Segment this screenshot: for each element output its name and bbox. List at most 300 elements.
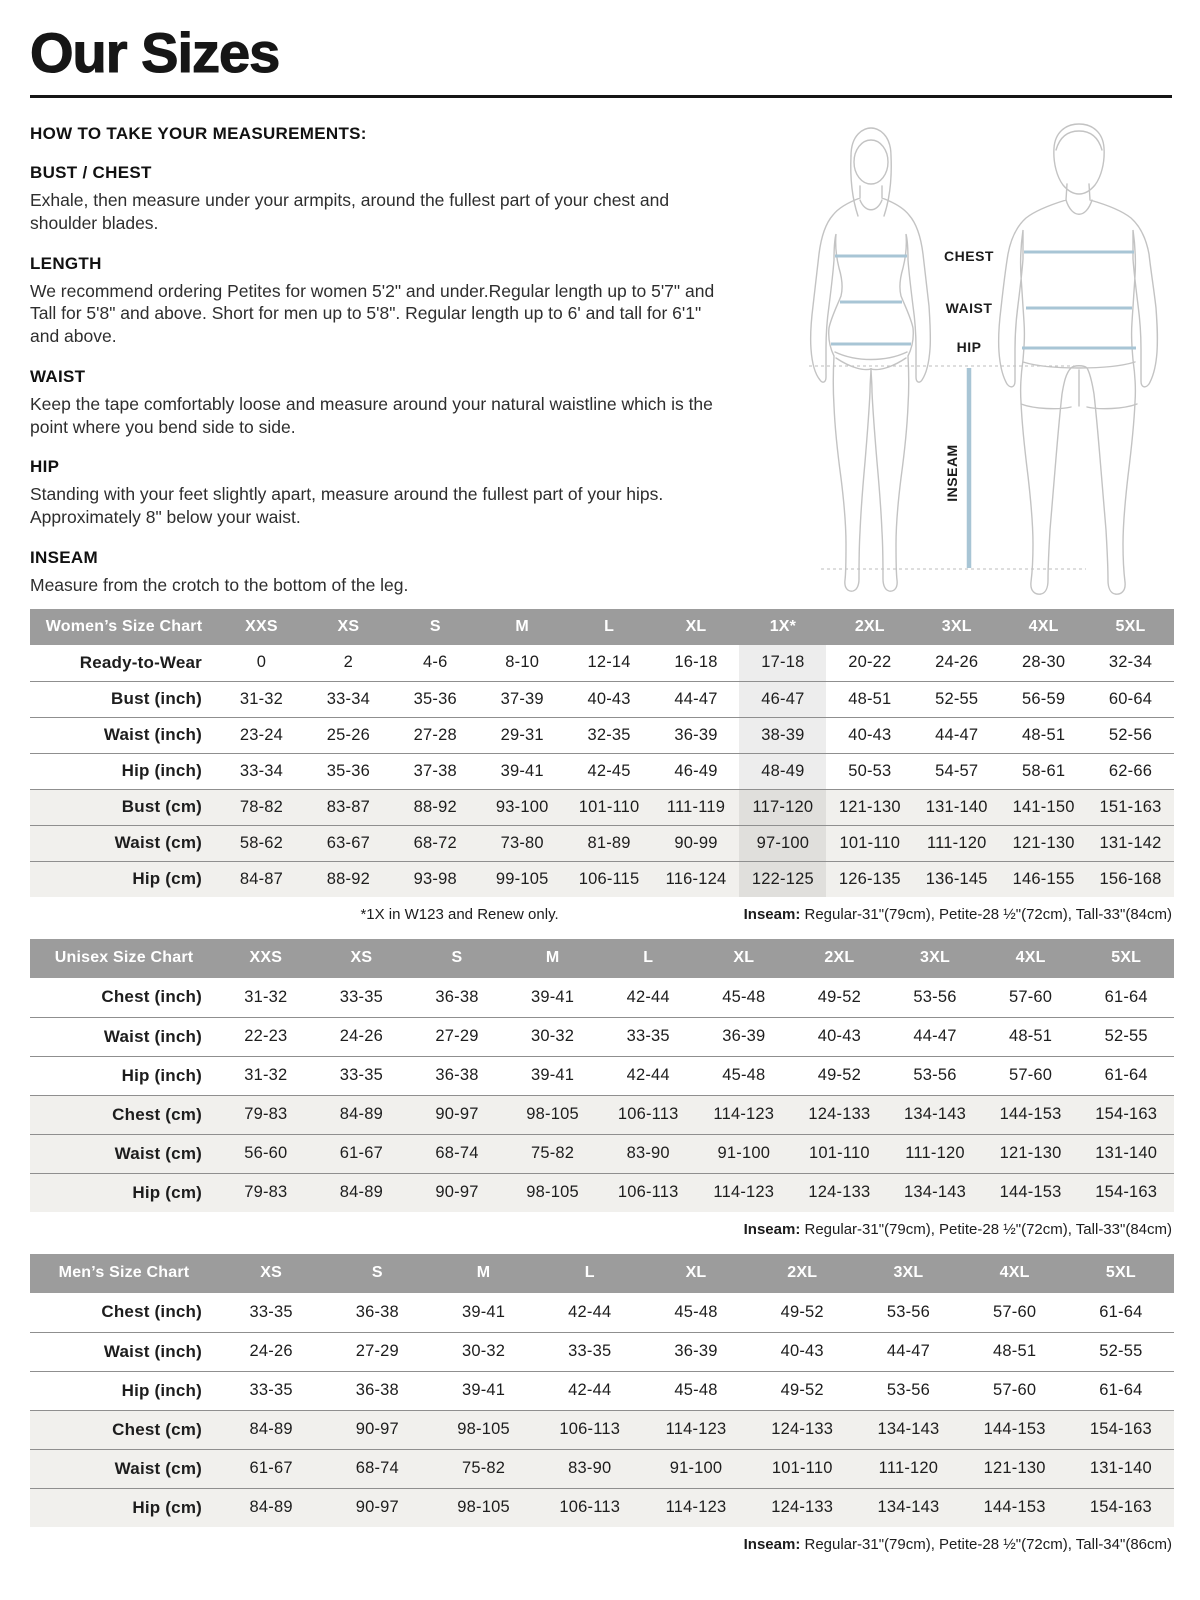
size-cell: 52-56 [1108,725,1153,744]
size-cell: 154-163 [1089,1498,1152,1516]
size-column-header: 2XL [787,1264,818,1281]
row-label: Waist (cm) [114,1458,202,1478]
size-cell: 68-74 [435,1144,479,1162]
section-body: Standing with your feet slightly apart, measure around the fullest part of your hips. Approximately 8" below your waist. [30,484,664,527]
size-cell: 27-28 [413,725,457,744]
size-cell: 53-56 [886,1302,931,1321]
size-cell: 33-35 [249,1381,293,1399]
size-cell: 144-153 [983,1420,1046,1438]
table-row [30,717,1174,753]
size-column-header: XS [350,949,373,966]
size-cell: 56-60 [244,1144,288,1162]
size-cell: 106-113 [617,1183,679,1201]
size-cell: 61-67 [339,1144,383,1162]
size-cell: 91-100 [669,1459,723,1477]
inseam-label: INSEAM [944,444,960,502]
size-cell: 16-18 [674,653,718,671]
size-cell: 131-140 [925,797,988,816]
size-cell: 156-168 [1099,869,1162,888]
size-column-header: 2XL [854,617,885,635]
inseam-footnote-label: Inseam: [743,1535,801,1553]
size-cell: 78-82 [239,797,284,816]
section-title: HIP [30,457,60,477]
size-cell: 42-45 [587,761,631,780]
size-cell: 44-47 [913,1027,957,1045]
table-row [30,825,1174,861]
size-cell: 39-41 [500,761,544,780]
size-cell: 61-67 [249,1459,293,1477]
man-figure [999,124,1158,594]
inseam-footnote-label: Inseam: [743,1220,801,1238]
section-body: Keep the tape comfortably loose and measure around your natural waistline which is the point where you bend side to side. [30,393,713,437]
size-cell: 117-120 [739,790,826,825]
size-cell: 40-43 [848,725,892,744]
size-cell: 98-105 [526,1183,579,1201]
size-cell: 131-140 [1095,1144,1158,1162]
size-cell: 28-30 [1022,653,1066,671]
size-cell: 90-99 [674,833,718,852]
womens-size-chart-section [30,609,1172,935]
section-body: Exhale, then measure under your armpits, around the fullest part of your chest and shoulder blades. [30,190,670,233]
womens-size-chart-table [30,609,1174,897]
size-cell: 44-47 [674,689,718,708]
table-title: Men’s Size Chart [58,1264,190,1281]
size-cell: 42-44 [626,987,670,1006]
table-row [30,1488,1174,1527]
row-label: Waist (inch) [103,725,202,744]
size-cell: 48-49 [739,754,826,789]
unisex-table-footnotes [30,1212,1174,1250]
row-label: Chest (inch) [101,1302,202,1321]
table-row [30,861,1174,897]
size-cell: 121-130 [983,1459,1046,1477]
size-cell: 49-52 [817,987,861,1006]
size-cell: 46-47 [739,682,826,717]
size-cell: 35-36 [326,761,370,780]
size-cell: 58-61 [1022,761,1066,780]
size-cell: 23-24 [239,725,284,744]
size-cell: 124-133 [808,1105,871,1123]
size-cell: 37-39 [500,689,544,708]
size-cell: 131-142 [1099,833,1162,852]
size-cell: 27-29 [435,1027,479,1045]
size-cell: 121-130 [838,797,901,816]
size-column-header: L [643,949,654,966]
section-bust-chest [30,163,770,235]
size-cell: 146-155 [1012,869,1075,888]
size-column-header: XXS [245,617,278,635]
table-row [30,1410,1174,1449]
size-cell: 33-35 [339,1066,383,1084]
size-cell: 75-82 [461,1459,506,1477]
row-label: Chest (cm) [112,1104,202,1124]
size-cell: 36-38 [355,1381,399,1399]
size-column-header: M [515,617,529,635]
size-cell: 45-48 [722,1066,766,1084]
size-cell: 12-14 [587,653,631,671]
size-cell: 101-110 [771,1459,833,1477]
footnote-1x-note: *1X in W123 and Renew only. [360,905,559,923]
size-cell: 39-41 [530,1066,575,1084]
size-cell: 111-120 [905,1144,965,1162]
size-cell: 84-87 [239,869,284,888]
size-cell: 36-38 [355,1302,399,1321]
inseam-footnote-label: Inseam: [743,905,801,923]
size-cell: 90-97 [355,1498,399,1516]
size-cell: 154-163 [1095,1183,1158,1201]
size-cell: 121-130 [1012,833,1075,852]
size-cell: 30-32 [530,1027,575,1045]
size-cell: 29-31 [500,725,544,744]
size-cell: 93-98 [413,869,457,888]
size-column-header: 3XL [920,949,950,966]
size-column-header: 2XL [824,949,855,966]
size-cell: 151-163 [1099,797,1162,816]
row-label: Waist (cm) [114,1143,202,1163]
size-cell: 24-26 [249,1342,293,1360]
size-cell: 24-26 [339,1027,383,1045]
size-cell: 57-60 [1008,1066,1053,1084]
size-cell: 35-36 [413,689,457,708]
size-cell: 114-123 [713,1105,775,1123]
size-cell: 39-41 [461,1381,506,1399]
hip-label: HIP [956,339,982,355]
size-cell: 114-123 [665,1498,727,1516]
table-header-row [30,609,1174,645]
size-cell: 30-32 [461,1342,506,1360]
footnote-inseam [744,1221,1172,1238]
size-cell: 88-92 [413,797,457,816]
page-title: Our Sizes [30,21,280,84]
size-cell: 144-153 [999,1183,1062,1201]
size-cell: 124-133 [771,1420,834,1438]
size-cell: 49-52 [817,1066,861,1084]
size-cell: 90-97 [435,1105,479,1123]
size-cell: 33-34 [239,761,284,780]
womens-table-footnotes [30,897,1174,935]
size-cell: 122-125 [739,862,826,897]
size-cell: 84-89 [249,1498,293,1516]
size-cell: 8-10 [505,653,540,671]
size-cell: 48-51 [1008,1027,1053,1045]
size-cell: 101-110 [578,797,640,816]
table-row [30,753,1174,789]
size-cell: 52-55 [1099,1342,1143,1360]
size-column-header: XL [685,617,707,635]
size-cell: 57-60 [1008,987,1053,1006]
size-cell: 33-35 [568,1342,612,1360]
size-cell: 27-29 [355,1342,399,1360]
table-row [30,1449,1174,1488]
size-cell: 36-39 [674,725,718,744]
size-cell: 124-133 [771,1498,834,1516]
size-cell: 52-55 [935,689,979,708]
table-row [30,1332,1174,1371]
row-label: Waist (inch) [103,1026,202,1046]
table-row [30,789,1174,825]
size-column-header: XL [685,1264,707,1281]
size-cell: 106-115 [578,869,640,888]
size-column-header: XXS [249,949,283,966]
size-cell: 25-26 [326,725,370,744]
size-cell: 42-44 [568,1302,612,1321]
size-column-header: 1X* [769,617,797,635]
size-cell: 84-89 [249,1420,293,1438]
size-column-header: XL [733,949,755,966]
size-cell: 53-56 [886,1381,931,1399]
table-row [30,1095,1174,1134]
size-cell: 106-113 [559,1498,621,1516]
size-cell: 42-44 [568,1381,612,1399]
row-label: Ready-to-Wear [79,652,202,672]
size-cell: 68-74 [355,1459,399,1477]
measurement-instructions [30,116,770,597]
mens-size-chart-table [30,1254,1174,1527]
size-cell: 31-32 [244,987,288,1006]
size-cell: 44-47 [935,725,979,744]
row-label: Chest (inch) [101,987,202,1006]
size-cell: 45-48 [722,987,766,1006]
size-cell: 98-105 [457,1498,510,1516]
size-cell: 83-90 [568,1459,612,1477]
size-column-header: 5XL [1105,1264,1136,1281]
inseam-footnote-text: Regular-31"(79cm), Petite-28 ½"(72cm), Tall-34"(86cm) [800,1535,1172,1553]
mens-table-footnotes [30,1527,1174,1565]
size-cell: 62-66 [1108,761,1153,780]
table-title: Unisex Size Chart [54,949,194,966]
size-cell: 134-143 [877,1420,940,1438]
size-cell: 126-135 [838,869,901,888]
size-cell: 84-89 [339,1183,383,1201]
size-column-header: S [451,949,463,966]
size-cell: 31-32 [244,1066,288,1084]
size-cell: 39-41 [461,1302,506,1321]
size-column-header: M [545,949,560,966]
size-cell: 124-133 [808,1183,871,1201]
mens-size-chart-section [30,1254,1172,1565]
size-cell: 42-44 [626,1066,670,1084]
size-cell: 50-53 [848,761,892,780]
size-column-header: 4XL [1015,949,1046,966]
title-divider [30,95,1172,98]
size-cell: 33-35 [339,987,383,1006]
size-cell: 33-35 [626,1027,670,1045]
table-title: Women’s Size Chart [45,617,203,635]
size-cell: 111-120 [878,1459,939,1477]
size-cell: 154-163 [1089,1420,1152,1438]
section-title: BUST / CHEST [30,163,152,182]
row-label: Hip (inch) [121,1065,202,1085]
size-cell: 33-35 [249,1302,293,1321]
size-cell: 134-143 [877,1498,940,1516]
section-hip [30,457,770,529]
row-label: Hip (cm) [132,869,202,888]
chest-label: CHEST [944,248,994,264]
size-cell: 90-97 [435,1183,479,1201]
table-header-row [30,1254,1174,1293]
size-cell: 114-123 [665,1420,727,1438]
size-cell: 93-100 [495,797,549,816]
unisex-size-chart-table [30,939,1174,1212]
section-waist [30,367,770,439]
size-cell: 52-55 [1104,1027,1148,1045]
size-cell: 48-51 [848,689,892,708]
size-cell: 97-100 [739,826,826,861]
size-cell: 84-89 [339,1105,383,1123]
row-label: Bust (inch) [111,689,202,708]
size-column-header: XS [260,1264,282,1281]
size-cell: 4-6 [423,653,448,671]
size-cell: 83-90 [626,1144,670,1162]
size-cell: 58-62 [239,833,284,852]
size-cell: 48-51 [993,1342,1037,1360]
size-cell: 98-105 [526,1105,579,1123]
table-row [30,645,1174,681]
size-cell: 144-153 [999,1105,1062,1123]
size-column-header: M [476,1264,491,1281]
size-cell: 45-48 [674,1381,718,1399]
size-cell: 121-130 [999,1144,1062,1162]
body-measurement-diagram [776,116,1172,596]
size-cell: 106-113 [617,1105,679,1123]
size-cell: 32-34 [1108,653,1153,671]
size-column-header: 5XL [1115,617,1146,635]
row-label: Waist (inch) [103,1341,202,1361]
size-cell: 61-64 [1104,987,1148,1006]
size-column-header: S [429,617,441,635]
size-column-header: L [604,617,615,635]
table-row [30,978,1174,1017]
table-row [30,1134,1174,1173]
size-cell: 56-59 [1022,689,1066,708]
table-row [30,1056,1174,1095]
inseam-footnote-text: Regular-31"(79cm), Petite-28 ½"(72cm), Tall-33"(84cm) [800,905,1172,923]
size-cell: 88-92 [326,869,370,888]
inseam-footnote-text: Regular-31"(79cm), Petite-28 ½"(72cm), Tall-33"(84cm) [800,1220,1172,1238]
size-cell: 40-43 [587,689,631,708]
row-label: Hip (cm) [132,1182,202,1202]
section-inseam [30,548,770,597]
footnote-inseam [744,1536,1172,1553]
section-title: INSEAM [30,547,98,567]
size-cell: 31-32 [239,689,284,708]
size-cell: 131-140 [1089,1459,1152,1477]
size-cell: 99-105 [495,869,549,888]
size-column-header: S [371,1264,383,1281]
size-cell: 83-87 [326,797,370,816]
size-cell: 60-64 [1108,689,1153,708]
table-row [30,1371,1174,1410]
size-cell: 136-145 [925,869,988,888]
size-cell: 98-105 [457,1420,510,1438]
size-cell: 61-64 [1099,1381,1143,1399]
instructions-heading: HOW TO TAKE YOUR MEASUREMENTS: [30,124,367,143]
size-column-header: L [584,1264,595,1281]
size-cell: 36-39 [674,1342,718,1360]
size-cell: 22-23 [244,1027,288,1045]
table-row [30,681,1174,717]
row-label: Hip (inch) [121,761,202,780]
size-cell: 144-153 [983,1498,1046,1516]
size-cell: 20-22 [848,653,892,671]
size-column-header: 4XL [999,1264,1030,1281]
size-cell: 61-64 [1104,1066,1148,1084]
section-title: LENGTH [30,253,102,273]
size-column-header: 3XL [893,1264,924,1281]
size-cell: 46-49 [674,761,718,780]
size-cell: 79-83 [244,1105,288,1123]
table-row [30,1293,1174,1332]
size-cell: 114-123 [713,1183,775,1201]
size-cell: 54-57 [935,761,979,780]
section-length [30,254,770,348]
size-cell: 90-97 [355,1420,399,1438]
size-cell: 0 [256,653,267,671]
size-column-header: 5XL [1111,949,1142,966]
size-cell: 2 [343,653,354,671]
size-cell: 39-41 [530,987,575,1006]
size-cell: 38-39 [739,718,826,753]
woman-figure [811,128,931,591]
row-label: Waist (cm) [114,833,202,852]
row-label: Chest (cm) [112,1419,202,1439]
size-column-header: XS [337,617,360,635]
section-body: We recommend ordering Petites for women 5'2" and under.Regular length up to 5'7" and Tall for 5'8" and above. Short for men up to 5'8". Regular length up to 6' and tall for 6'1" and above. [30,280,715,346]
size-cell: 40-43 [817,1027,861,1045]
size-cell: 134-143 [904,1183,966,1201]
table-row [30,1173,1174,1212]
table-header-row [30,939,1174,978]
size-cell: 68-72 [413,833,457,852]
unisex-size-chart-section [30,939,1172,1250]
size-cell: 36-38 [435,987,479,1006]
size-cell: 101-110 [809,1144,870,1162]
section-body: Measure from the crotch to the bottom of the leg. [30,574,409,595]
size-cell: 57-60 [993,1381,1037,1399]
size-cell: 79-83 [244,1183,288,1201]
size-cell: 116-124 [665,869,727,888]
size-column-header: 3XL [941,617,972,635]
measurement-guide [30,116,1172,597]
table-row [30,1017,1174,1056]
size-cell: 63-67 [326,833,370,852]
size-cell: 154-163 [1095,1105,1158,1123]
size-cell: 91-100 [717,1144,771,1162]
size-cell: 73-80 [500,833,544,852]
size-cell: 48-51 [1022,725,1066,744]
size-cell: 32-35 [587,725,631,744]
size-cell: 81-89 [587,833,631,852]
row-label: Hip (inch) [121,1380,202,1400]
size-cell: 45-48 [674,1302,718,1321]
size-cell: 36-39 [722,1027,766,1045]
size-cell: 40-43 [780,1342,824,1360]
waist-label: WAIST [945,300,993,316]
size-cell: 75-82 [530,1144,575,1162]
size-cell: 134-143 [904,1105,966,1123]
size-cell: 17-18 [739,645,826,681]
size-cell: 101-110 [839,833,901,852]
size-cell: 24-26 [935,653,979,671]
size-column-header: 4XL [1028,617,1059,635]
body-figures-illustration [776,116,1172,596]
size-cell: 44-47 [886,1342,931,1360]
size-cell: 57-60 [993,1302,1037,1321]
row-label: Hip (cm) [132,1497,202,1517]
size-cell: 49-52 [780,1302,824,1321]
size-cell: 141-150 [1012,797,1075,816]
row-label: Bust (cm) [121,797,202,816]
